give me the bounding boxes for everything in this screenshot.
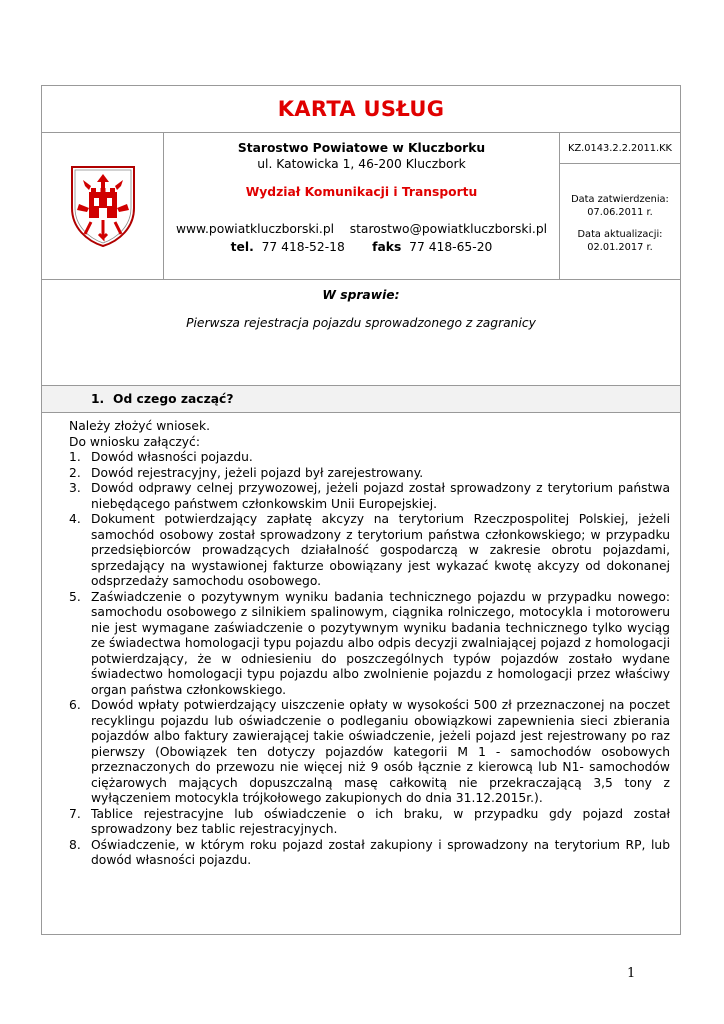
update-date: 02.01.2017 r. <box>587 242 653 253</box>
item-number: 6. <box>69 698 81 712</box>
item-number: 5. <box>69 589 81 604</box>
tel-label: tel. <box>230 240 254 254</box>
service-card <box>41 85 681 935</box>
tel-value: 77 418-52-18 <box>261 240 345 254</box>
item-text: Dowód rejestracyjny, jeżeli pojazd był zarejestrowany. <box>91 465 424 480</box>
office-address: ul. Katowicka 1, 46-200 Kluczbork <box>257 157 466 171</box>
subject-text: Pierwsza rejestracja pojazdu sprowadzonego z zagranicy <box>186 316 536 330</box>
document-meta <box>560 133 680 279</box>
item-number: 7. <box>69 806 81 821</box>
list-item <box>69 466 670 482</box>
phone-line <box>164 240 559 254</box>
page-number: 1 <box>627 966 636 981</box>
header-row <box>42 133 680 280</box>
item-number: 1. <box>69 450 81 464</box>
intro-line-1: Należy złożyć wniosek. <box>69 419 211 433</box>
item-text: Oświadczenie, w którym roku pojazd został zakupiony i sprowadzony na terytorium RP, lub dowód własności pojazdu. <box>91 837 670 867</box>
fax-label: faks <box>372 240 402 254</box>
item-text: Dokument potwierdzający zapłatę akcyzy na terytorium Rzeczpospolitej Polskiej, jeżeli samochód osobowy został sprowadzony z terytorium państwa członkowskiego; w przypadku przedsiębiorców prowadzących działalność gospodarczą w zakresie obrotu pojazdami, sprzedający na wystawionej fakturze obowiązany jest wykazać kwotę akcyzy od dokonanej odsprzedaży samochodu osobowego. <box>91 512 670 588</box>
list-item <box>69 698 670 807</box>
item-text: Dowód odprawy celnej przywozowej, jeżeli pojazd został sprowadzony z terytorium państwa niebędącego państwem członkowskim Unii Europejskiej. <box>91 481 670 511</box>
title-row <box>42 86 680 133</box>
list-item <box>69 481 670 512</box>
item-number: 4. <box>69 512 81 526</box>
office-info <box>164 133 560 279</box>
item-text: Dowód wpłaty potwierdzający uiszczenie opłaty w wysokości 500 zł przeznaczonej na poczet recyklingu pojazdu lub oświadczenie o podleganiu obowiązkowi zapewnienia sieci zbierania pojazdów albo faktury zawierającej takie oświadczenie, jeżeli pojazd jest rejestrowany po raz pierwszy (Obowiązek ten dotyczy pojazdów kategorii M 1 - samochodów osobowych przeznaczonych do przewozu nie więcej niż 9 osób łącznie z kierowcą lub N1- samochodów ciężarowych mających dopuszczalną masę całkowitą nie przekraczającą 3,5 tony z wyłączeniem motocykla trójkołowego zakupionych do dnia 31.12.2015r.). <box>91 698 670 805</box>
doc-code: KZ.0143.2.2.2011.KK <box>568 142 672 154</box>
list-item <box>69 807 670 838</box>
item-text: Tablice rejestracyjne lub oświadczenie o ich braku, w przypadku gdy pojazd został sprowadzony bez tablic rejestracyjnych. <box>91 806 670 836</box>
section-number: 1. <box>91 392 105 406</box>
approval-label: Data zatwierdzenia: <box>571 194 669 205</box>
office-name: Starostwo Powiatowe w Kluczborku <box>237 141 486 155</box>
section-body <box>42 413 680 869</box>
item-text: Zaświadczenie o pozytywnym wyniku badania technicznego pojazdu w przypadku nowego: samochodu osobowego z silnikiem spalinowym, ciągnika rolniczego, motocykla i motoroweru nie jest wymagane zaświadczenie o pozytywnym wyniku badania technicznego tylko wyciąg ze świadectwa homologacji typu pojazdu albo odpis decyzji zwalniającej pojazd z homologacji potwierdzający, że w odniesieniu do poszczególnych typów pojazdów zostało wydane świadectwo homologacji typu pojazdu albo zwolnienie pojazdu z homologacji przez właściwy organ państwa członkowskiego. <box>91 589 670 697</box>
website-link[interactable]: www.powiatkluczborski.pl <box>175 222 335 236</box>
item-number: 3. <box>69 481 81 495</box>
subject-label: W sprawie: <box>322 288 400 302</box>
item-text: Dowód własności pojazdu. <box>91 450 253 464</box>
subject-row <box>42 280 680 386</box>
approval-date: 07.06.2011 r. <box>587 207 653 218</box>
section-title: Od czego zacząć? <box>113 392 234 406</box>
page-title: KARTA USŁUG <box>277 97 445 121</box>
email-link[interactable]: starostwo@powiatkluczborski.pl <box>349 222 548 236</box>
update-label: Data aktualizacji: <box>577 229 663 240</box>
contact-line <box>164 222 559 236</box>
list-item <box>69 450 670 466</box>
doc-code-cell <box>560 133 680 164</box>
list-item <box>69 838 670 869</box>
department-name: Wydział Komunikacji i Transportu <box>245 185 478 199</box>
section-heading <box>42 386 680 413</box>
fax-value: 77 418-65-20 <box>409 240 493 254</box>
crest-cell <box>42 133 164 279</box>
intro-line-2: Do wniosku załączyć: <box>69 434 200 449</box>
list-item <box>69 512 670 590</box>
county-crest-icon <box>69 164 137 248</box>
attachment-list <box>69 450 670 869</box>
item-number: 8. <box>69 837 81 852</box>
item-number: 2. <box>69 465 81 480</box>
list-item <box>69 590 670 699</box>
